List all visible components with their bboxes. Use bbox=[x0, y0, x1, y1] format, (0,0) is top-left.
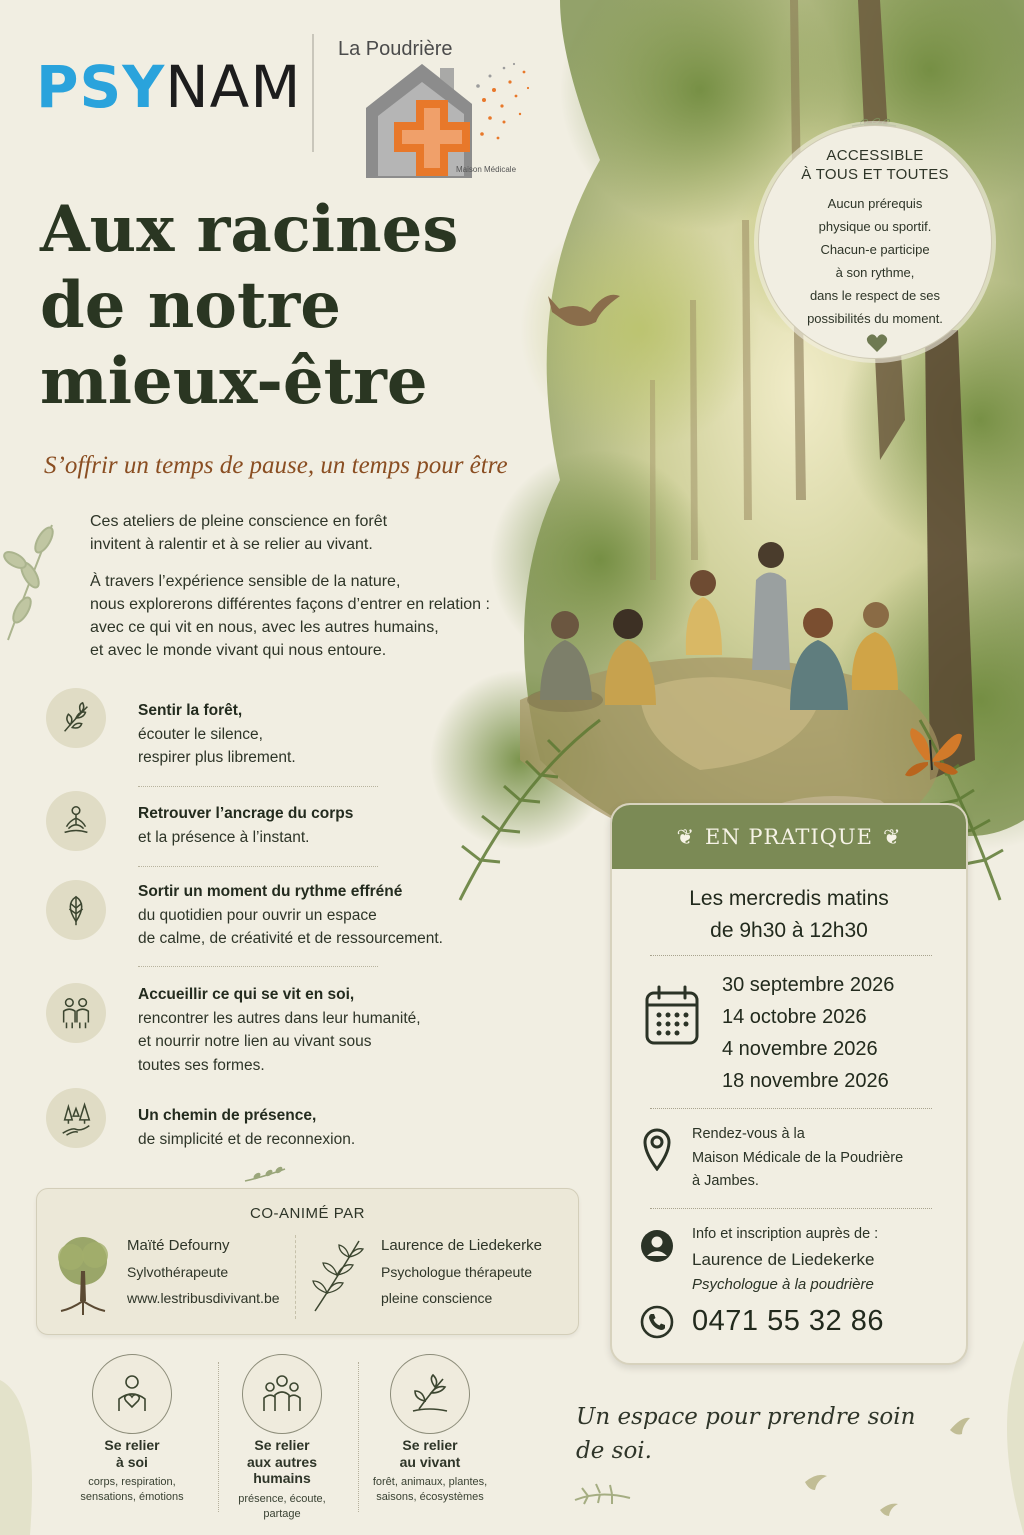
circle-title: à soi bbox=[116, 1453, 148, 1470]
schedule-days: Les mercredis matins bbox=[689, 887, 889, 910]
psynam-logo-nam: NAM bbox=[165, 53, 302, 121]
divider bbox=[650, 1208, 932, 1209]
accessibility-line: Aucun prérequis bbox=[827, 196, 923, 211]
accessibility-title-line: ACCESSIBLE bbox=[826, 147, 924, 164]
animator-role: Psychologue thérapeute bbox=[381, 1264, 532, 1280]
registration-info bbox=[692, 1222, 878, 1297]
practical-info-panel bbox=[610, 803, 968, 1365]
accessibility-title bbox=[759, 146, 991, 184]
person-icon bbox=[640, 1229, 674, 1263]
group-icon bbox=[242, 1354, 322, 1434]
subtitle: S’offrir un temps de pause, un temps pour être bbox=[44, 452, 508, 479]
accessibility-text bbox=[759, 192, 991, 330]
intro-line: À travers l’expérience sensible de la nature, bbox=[90, 573, 401, 590]
circle-caption-2 bbox=[202, 1437, 362, 1522]
benefit-3 bbox=[138, 880, 468, 951]
page-title bbox=[40, 192, 580, 420]
intro-paragraph-1 bbox=[90, 510, 540, 556]
intro-line: invitent à ralentir et à se relier au vivant. bbox=[90, 536, 373, 553]
animator-role-extra: pleine conscience bbox=[381, 1290, 493, 1306]
co-animator-1 bbox=[127, 1233, 280, 1311]
benefit-2 bbox=[138, 802, 468, 849]
circle-title: aux autres bbox=[246, 1453, 318, 1470]
practical-info-header bbox=[612, 805, 966, 869]
circle-sub: saisons, écosystèmes bbox=[376, 1491, 484, 1503]
meditation-icon bbox=[46, 791, 106, 851]
leaf-branch-icon bbox=[46, 688, 106, 748]
leaf-ornament-icon: ❦ bbox=[676, 825, 696, 849]
benefit-line: rencontrer les autres dans leur humanité, bbox=[138, 1009, 421, 1027]
intro-line: avec ce qui vit en nous, avec les autres humains, bbox=[90, 619, 439, 636]
circle-sub: présence, écoute, bbox=[238, 1492, 326, 1505]
two-people-icon bbox=[46, 983, 106, 1043]
accessibility-line: Chacun-e participe bbox=[820, 242, 930, 257]
psynam-logo-psy: PSY bbox=[36, 53, 166, 121]
intro-line: Ces ateliers de pleine conscience en forêt bbox=[90, 513, 388, 530]
sprig-ornament bbox=[243, 1163, 287, 1185]
benefit-title: Sentir la forêt, bbox=[138, 702, 243, 719]
meeting-line: Rendez-vous à la bbox=[692, 1126, 805, 1142]
benefit-line: écouter le silence, bbox=[138, 725, 263, 743]
meeting-place bbox=[692, 1123, 903, 1194]
benefit-title: Sortir un moment du rythme effréné bbox=[138, 883, 403, 900]
benefit-title: Un chemin de présence, bbox=[138, 1107, 317, 1124]
phone-number[interactable]: 0471 55 32 86 bbox=[692, 1305, 884, 1337]
poudriere-logo bbox=[344, 60, 534, 185]
session-date: 4 novembre 2026 bbox=[722, 1038, 878, 1060]
circle-sub: corps, respiration, bbox=[88, 1476, 176, 1488]
circle-sub: partage bbox=[263, 1507, 301, 1520]
benefit-line: et nourrir notre lien au vivant sous bbox=[138, 1033, 372, 1050]
tagline bbox=[576, 1400, 956, 1468]
logo-divider bbox=[312, 34, 314, 152]
title-line-3: mieux-être bbox=[40, 344, 428, 419]
benefit-line: de simplicité et de reconnexion. bbox=[138, 1130, 356, 1148]
intro-line: nous explorerons différentes façons d’entrer en relation : bbox=[90, 596, 490, 613]
tagline-line: de soi. bbox=[576, 1438, 652, 1464]
benefit-5 bbox=[138, 1104, 468, 1151]
animator-name: Laurence de Liedekerke bbox=[381, 1237, 542, 1254]
benefit-line: de calme, de créativité et de ressourcement. bbox=[138, 930, 443, 947]
registration-name: Laurence de Liedekerke bbox=[692, 1250, 875, 1269]
schedule bbox=[612, 883, 966, 947]
circle-sub: forêt, animaux, plantes, bbox=[372, 1476, 488, 1488]
session-date: 18 novembre 2026 bbox=[722, 1070, 889, 1092]
circle-caption-3 bbox=[350, 1437, 510, 1505]
benefit-line: respirer plus librement. bbox=[138, 749, 296, 766]
heart-icon bbox=[866, 333, 888, 353]
circle-caption-1 bbox=[52, 1437, 212, 1505]
practical-info-title: EN PRATIQUE bbox=[705, 825, 873, 849]
leaf-ornament-icon: ❦ bbox=[882, 825, 902, 849]
tagline-line: Un espace pour prendre soin bbox=[576, 1404, 916, 1430]
bottom-fern-decoration bbox=[575, 1484, 630, 1504]
accessibility-line: à son rythme, bbox=[835, 265, 915, 280]
self-heart-icon bbox=[92, 1354, 172, 1434]
intro-line: et avec le monde vivant qui nous entoure. bbox=[90, 642, 387, 659]
benefit-1 bbox=[138, 699, 468, 770]
meeting-line: à Jambes. bbox=[692, 1173, 759, 1189]
circle-title: Se relier bbox=[254, 1437, 310, 1453]
co-anime-panel bbox=[36, 1188, 579, 1335]
accessibility-line: physique ou sportif. bbox=[818, 219, 932, 234]
poudriere-name: La Poudrière bbox=[338, 38, 453, 60]
calendar-icon bbox=[644, 985, 700, 1047]
meeting-line: Maison Médicale de la Poudrière bbox=[692, 1149, 904, 1166]
divider bbox=[650, 955, 932, 956]
session-dates bbox=[722, 969, 894, 1097]
tree-icon bbox=[51, 1231, 115, 1321]
registration-role: Psychologue à la poudrière bbox=[692, 1276, 874, 1293]
accessibility-badge bbox=[758, 125, 992, 359]
divider bbox=[138, 866, 378, 867]
benefit-line: et la présence à l’instant. bbox=[138, 828, 310, 846]
registration-label: Info et inscription auprès de : bbox=[692, 1226, 879, 1242]
phone-icon bbox=[640, 1305, 674, 1339]
benefit-title: Retrouver l’ancrage du corps bbox=[138, 805, 354, 822]
poudriere-subtitle: Maison Médicale bbox=[456, 165, 517, 174]
intro-paragraph-2 bbox=[90, 570, 540, 662]
accessibility-line: possibilités du moment. bbox=[807, 311, 943, 326]
animator-website[interactable]: www.lestribusdivivant.be bbox=[127, 1290, 280, 1306]
divider bbox=[650, 1108, 932, 1109]
co-anime-title: CO-ANIMÉ PAR bbox=[250, 1205, 365, 1222]
title-line-1: Aux racines bbox=[40, 192, 459, 267]
circle-sub: sensations, émotions bbox=[80, 1491, 184, 1503]
circle-title: Se relier bbox=[104, 1437, 160, 1453]
schedule-hours: de 9h30 à 12h30 bbox=[710, 919, 868, 942]
circle-title: Se relier bbox=[402, 1437, 458, 1453]
benefit-4 bbox=[138, 983, 468, 1077]
title-line-2: de notre bbox=[40, 268, 341, 343]
location-pin-icon bbox=[642, 1127, 672, 1171]
branch-icon bbox=[307, 1235, 367, 1315]
circle-title: au vivant bbox=[399, 1453, 461, 1470]
accessibility-line: dans le respect de ses bbox=[809, 288, 941, 303]
session-date: 14 octobre 2026 bbox=[722, 1006, 867, 1028]
leaf-icon bbox=[46, 880, 106, 940]
branch-decoration bbox=[2, 525, 57, 640]
co-animator-2 bbox=[381, 1233, 542, 1311]
divider bbox=[295, 1235, 296, 1319]
benefit-line: du quotidien pour ouvrir un espace bbox=[138, 906, 377, 924]
forest-path-icon bbox=[46, 1088, 106, 1148]
divider bbox=[138, 786, 378, 787]
plant-icon bbox=[390, 1354, 470, 1434]
session-date: 30 septembre 2026 bbox=[722, 974, 895, 996]
animator-role: Sylvothérapeute bbox=[127, 1264, 229, 1280]
benefit-line: toutes ses formes. bbox=[138, 1056, 265, 1074]
divider bbox=[138, 966, 378, 967]
accessibility-title-line: À TOUS ET TOUTES bbox=[801, 166, 949, 183]
circle-title: humains bbox=[253, 1470, 311, 1486]
benefit-title: Accueillir ce qui se vit en soi, bbox=[138, 986, 355, 1003]
psynam-logo bbox=[36, 53, 302, 121]
animator-name: Maïté Defourny bbox=[127, 1237, 230, 1254]
